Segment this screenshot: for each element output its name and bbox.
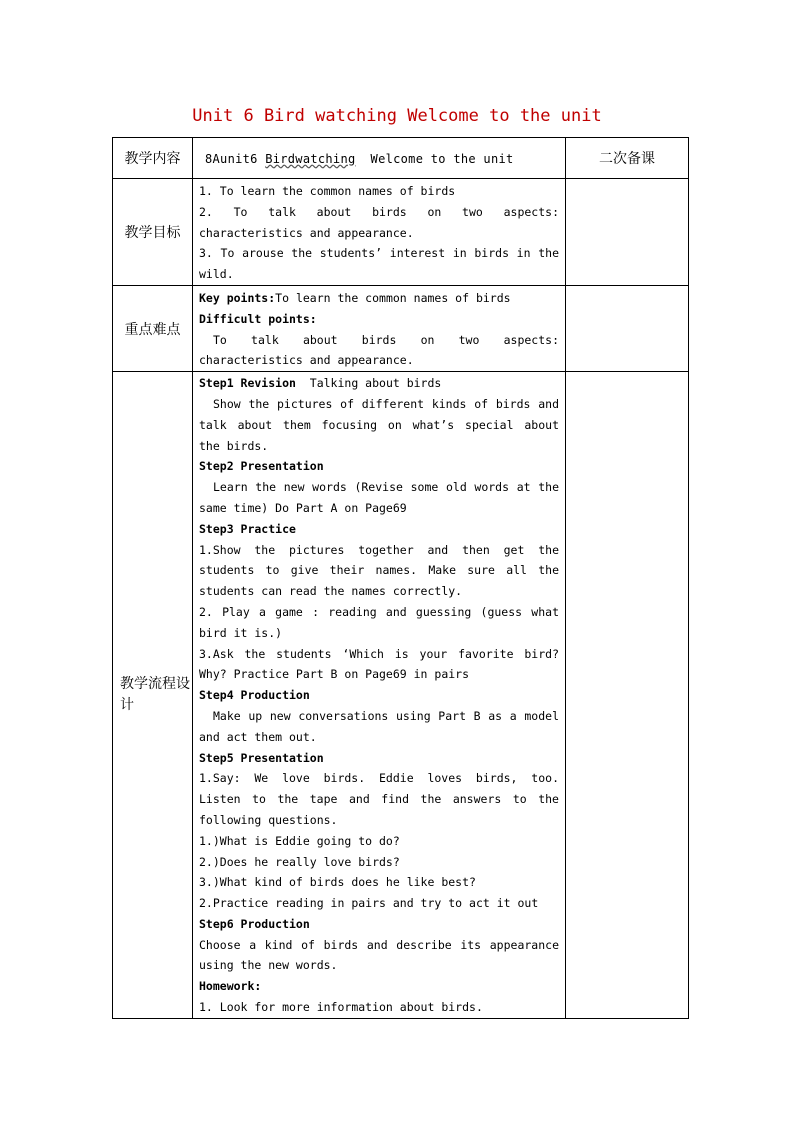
key-points-content [193, 285, 566, 371]
step1-text: Show the pictures of different kinds of birds and talk about them focusing on what’s special about the birds. [199, 396, 559, 453]
step6-title: Step6 Production [199, 916, 310, 931]
step6-text: Choose a kind of birds and describe its appearance using the new words. [199, 937, 559, 973]
key-points-label: 重点难点 [113, 285, 193, 371]
step3-item: 2. Play a game : reading and guessing (guess what bird it is.) [199, 604, 559, 640]
procedure-notes [566, 372, 689, 1019]
second-prep-label: 二次备课 [566, 138, 689, 179]
header-row [113, 138, 689, 179]
step2-title: Step2 Presentation [199, 459, 324, 474]
objectives-row [113, 179, 689, 286]
difficult-points-heading: Difficult points: [199, 311, 317, 326]
lesson-plan-table [112, 137, 689, 1019]
page-title: Unit 6 Bird watching Welcome to the unit [192, 106, 602, 126]
step2-text: Learn the new words (Revise some old words at the same time) Do Part A on Page69 [199, 480, 559, 515]
step5-item: 2.Practice reading in pairs and try to act it out [199, 896, 539, 911]
objectives-notes [566, 179, 689, 286]
key-points-row [113, 285, 689, 371]
homework-item: 1. Look for more information about birds. [199, 1000, 483, 1015]
procedure-row [113, 372, 689, 1019]
content-prefix: 8Aunit6 [205, 151, 266, 166]
teaching-content-value [193, 138, 566, 179]
step5-question: 1.)What is Eddie going to do? [199, 833, 400, 848]
objectives-content [193, 179, 566, 286]
step3-item: 1.Show the pictures together and then get the students to give their names. Make sure all the students can read the names correctly. [199, 542, 559, 599]
step4-title: Step4 Production [199, 688, 310, 703]
content-suffix: Welcome to the unit [355, 151, 514, 166]
objectives-label: 教学目标 [113, 179, 193, 286]
step5-title: Step5 Presentation [199, 750, 324, 765]
objective-item: 2. To talk about birds on two aspects: characteristics and appearance. [199, 204, 559, 240]
teaching-content-label: 教学内容 [113, 138, 193, 179]
key-points-heading: Key points: [199, 290, 276, 305]
step1-title: Step1 Revision [199, 376, 296, 391]
content-topic: Birdwatching [265, 151, 356, 166]
key-points-notes [566, 285, 689, 371]
key-points-text: To learn the common names of birds [275, 290, 511, 305]
procedure-content [193, 372, 566, 1019]
objective-item: 1. To learn the common names of birds [199, 184, 456, 198]
step5-question: 2.)Does he really love birds? [199, 854, 400, 869]
step3-title: Step3 Practice [199, 521, 296, 536]
step5-item: 1.Say: We love birds. Eddie loves birds, too. Listen to the tape and find the answers to the following questions. [199, 771, 559, 827]
objective-item: 3. To arouse the students’ interest in birds in the wild. [199, 246, 559, 282]
step1-subtitle: Talking about birds [295, 376, 442, 391]
homework-title: Homework: [199, 979, 262, 994]
procedure-label: 教学流程设计 [113, 372, 193, 1019]
step3-item: 3.Ask the students ‘Which is your favorite bird? Why? Practice Part B on Page69 in pairs [199, 646, 559, 682]
step4-text: Make up new conversations using Part B as a model and act them out. [199, 708, 559, 744]
difficult-points-text: To talk about birds on two aspects: characteristics and appearance. [199, 332, 559, 368]
step5-question: 3.)What kind of birds does he like best? [199, 875, 476, 890]
